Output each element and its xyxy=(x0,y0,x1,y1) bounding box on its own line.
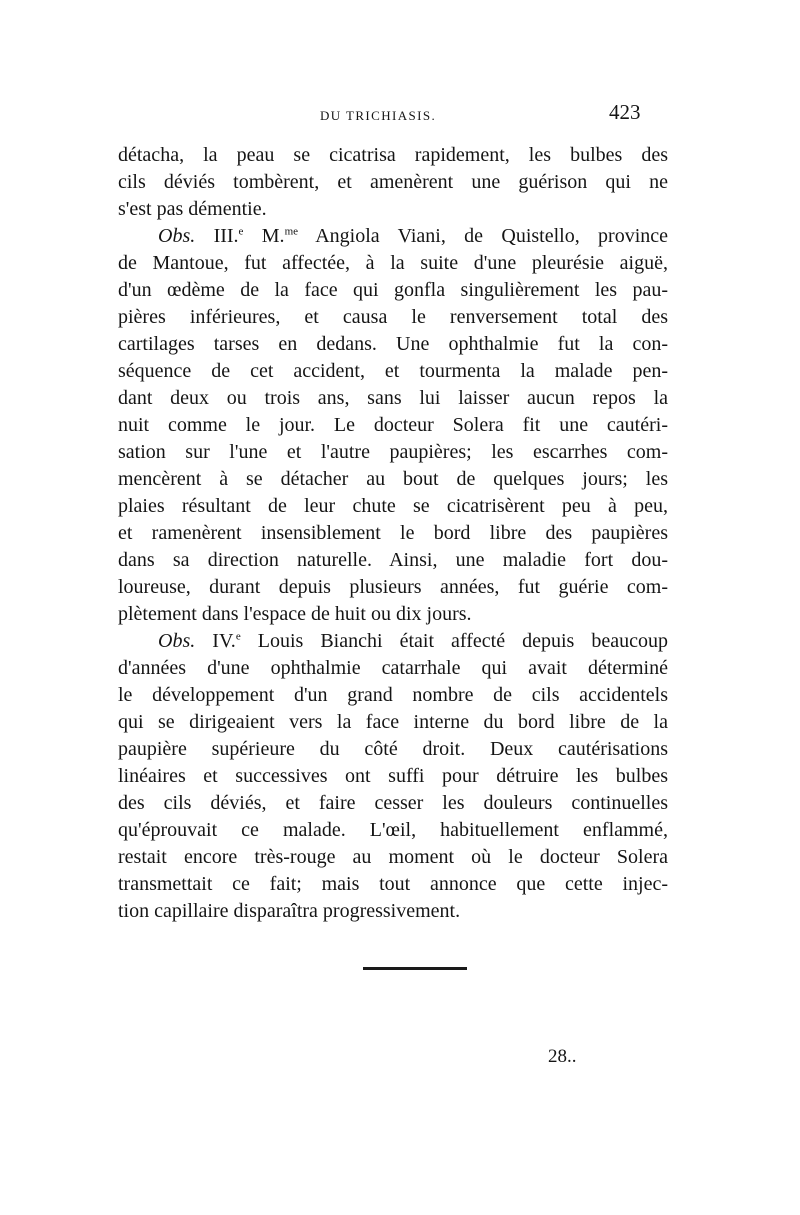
text-line: plètement dans l'espace de huit ou dix jours. xyxy=(118,603,472,625)
text-line: s'est pas démentie. xyxy=(118,198,267,220)
title-prefix: M. xyxy=(261,225,285,247)
text-line: d'un œdème de la face qui gonfla singulièrement les pau- xyxy=(118,279,668,301)
text-line: paupière supérieure du côté droit. Deux cautérisations xyxy=(118,738,668,760)
text-line: mencèrent à se détacher au bout de quelques jours; les xyxy=(118,468,668,490)
text-line: sation sur l'une et l'autre paupières; les escarrhes com- xyxy=(118,441,668,463)
text-line: tion capillaire disparaîtra progressivement. xyxy=(118,900,461,922)
text-line: plaies résultant de leur chute se cicatrisèrent peu à peu, xyxy=(118,495,668,517)
obs4-first-line-text: Louis Bianchi était affecté depuis beaucoup xyxy=(257,630,669,652)
page-number: 423 xyxy=(609,100,641,124)
text-line: séquence de cet accident, et tourmenta la malade pen- xyxy=(118,360,668,382)
text-line: qu'éprouvait ce malade. L'œil, habituellement enflammé, xyxy=(118,819,668,841)
text-line: nuit comme le jour. Le docteur Solera fit une cautéri- xyxy=(118,414,668,436)
text-line: qui se dirigeaient vers la face interne du bord libre de la xyxy=(118,711,668,733)
text-line: restait encore très-rouge au moment où le docteur Solera xyxy=(118,846,668,868)
text-line: transmettait ce fait; mais tout annonce que cette injec- xyxy=(118,873,668,895)
text-line: dans sa direction naturelle. Ainsi, une maladie fort dou- xyxy=(118,549,668,571)
title-sup: me xyxy=(284,225,299,238)
obs-label: Obs. xyxy=(158,630,196,652)
text-line: dant deux ou trois ans, sans lui laisser aucun repos la xyxy=(118,387,668,409)
text-line: cils déviés tombèrent, et amenèrent une guérison qui ne xyxy=(118,171,668,193)
text-line: cartilages tarses en dedans. Une ophthalmie fut la con- xyxy=(118,333,668,355)
obs3-first-line-text: Angiola Viani, de Quistello, province xyxy=(315,225,669,247)
obs-number: IV. xyxy=(212,630,236,652)
obs3-first-line xyxy=(158,223,668,250)
section-divider xyxy=(363,967,467,970)
text-line: de Mantoue, fut affectée, à la suite d'une pleurésie aiguë, xyxy=(118,252,668,274)
signature-mark: 28.. xyxy=(548,1046,577,1067)
text-line: le développement d'un grand nombre de cils accidentels xyxy=(118,684,668,706)
text-line: et ramenèrent insensiblement le bord libre des paupières xyxy=(118,522,668,544)
running-head: DU TRICHIASIS. xyxy=(320,108,437,123)
text-line: détacha, la peau se cicatrisa rapidement, les bulbes des xyxy=(118,144,668,166)
obs-number: III. xyxy=(213,225,239,247)
text-line: pières inférieures, et causa le renversement total des xyxy=(118,306,668,328)
obs-label: Obs. xyxy=(158,225,196,247)
obs4-first-line xyxy=(158,628,668,655)
text-line: des cils déviés, et faire cesser les douleurs continuelles xyxy=(118,792,668,814)
obs-number-sup: e xyxy=(238,225,244,238)
text-line: linéaires et successives ont suffi pour détruire les bulbes xyxy=(118,765,668,787)
text-line: d'années d'une ophthalmie catarrhale qui avait déterminé xyxy=(118,657,668,679)
obs-number-sup: e xyxy=(235,630,241,643)
text-line: loureuse, durant depuis plusieurs années, fut guérie com- xyxy=(118,576,668,598)
